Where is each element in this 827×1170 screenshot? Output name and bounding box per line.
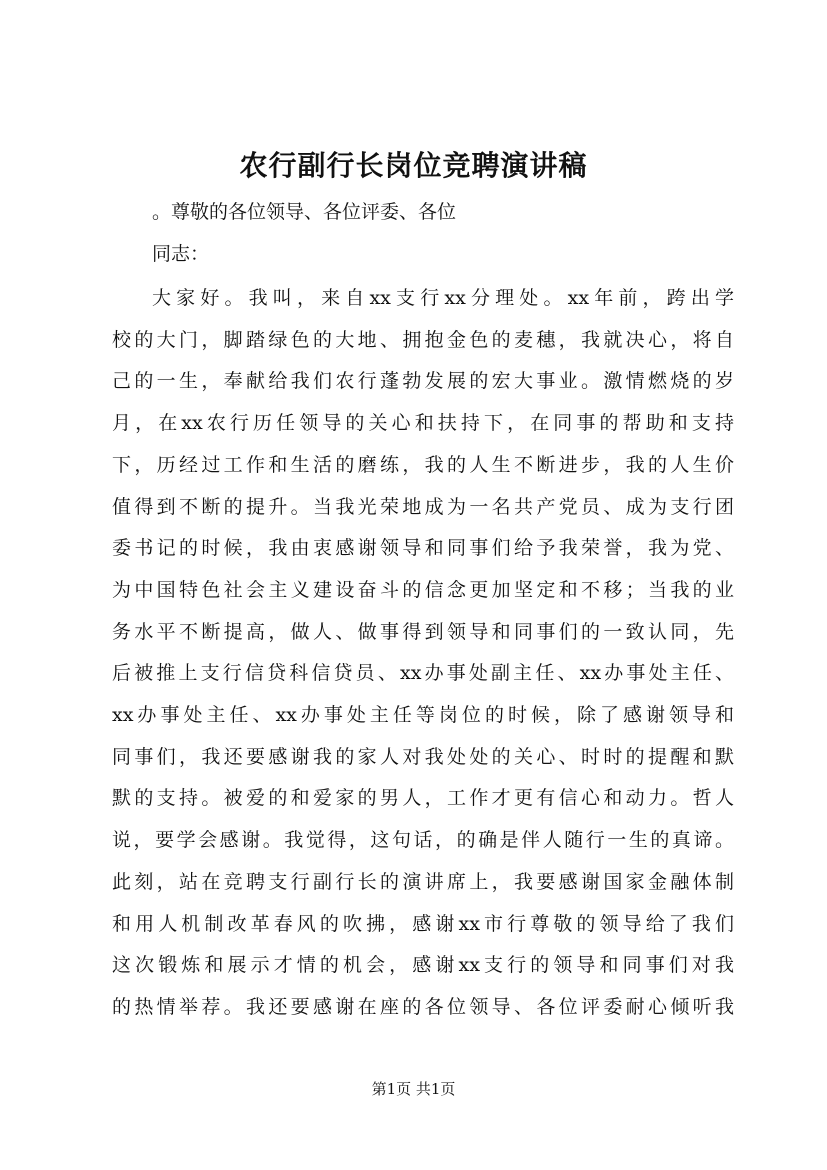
salutation-line: 。尊敬的各位领导、各位评委、各位 bbox=[152, 201, 457, 223]
body-line: 说，要学会感谢。我觉得，这句话，的确是伴人随行一生的真谛。 bbox=[112, 829, 734, 852]
body-line: 为中国特色社会主义建设奋斗的信念更加坚定和不移；当我的业 bbox=[112, 578, 734, 601]
body-line: 值得到不断的提升。当我光荣地成为一名共产党员、成为支行团 bbox=[112, 495, 734, 518]
body-line: 默的支持。被爱的和爱家的男人，工作才更有信心和动力。哲人 bbox=[112, 787, 734, 810]
body-line: 大家好。我叫，来自xx支行xx分理处。xx年前，跨出学 bbox=[152, 287, 734, 309]
body-line: 同事们，我还要感谢我的家人对我处处的关心、时时的提醒和默 bbox=[112, 745, 734, 768]
body-line: 校的大门，脚踏绿色的大地、拥抱金色的麦穗，我就决心，将自 bbox=[112, 328, 734, 351]
body-line: 此刻，站在竞聘支行副行长的演讲席上，我要感谢国家金融体制 bbox=[112, 870, 734, 893]
body-line: xx办事处主任、xx办事处主任等岗位的时候，除了感谢领导和 bbox=[112, 704, 734, 726]
body-line: 后被推上支行信贷科信贷员、xx办事处副主任、xx办事处主任、 bbox=[112, 662, 734, 685]
body-line: 己的一生，奉献给我们农行蓬勃发展的宏大事业。激情燃烧的岁 bbox=[112, 370, 734, 393]
body-line: 下，历经过工作和生活的磨练，我的人生不断进步，我的人生价 bbox=[112, 453, 734, 476]
page-footer: 第1页 共1页 bbox=[371, 1080, 456, 1098]
body-line: 和用人机制改革春风的吹拂，感谢xx市行尊敬的领导给了我们 bbox=[112, 912, 734, 935]
body-line: 月，在xx农行历任领导的关心和扶持下，在同事的帮助和支持 bbox=[112, 412, 734, 435]
body-line: 委书记的时候，我由衷感谢领导和同事们给予我荣誉，我为党、 bbox=[112, 537, 734, 560]
body-line: 的热情举荐。我还要感谢在座的各位领导、各位评委耐心倾听我 bbox=[112, 995, 734, 1018]
body-line: 这次锻炼和展示才情的机会，感谢xx支行的领导和同事们对我 bbox=[112, 954, 734, 977]
body-line: 务水平不断提高，做人、做事得到领导和同事们的一致认同，先 bbox=[112, 620, 734, 643]
salutation-line: 同志： bbox=[152, 243, 210, 265]
document-title: 农行副行长岗位竞聘演讲稿 bbox=[239, 149, 588, 182]
